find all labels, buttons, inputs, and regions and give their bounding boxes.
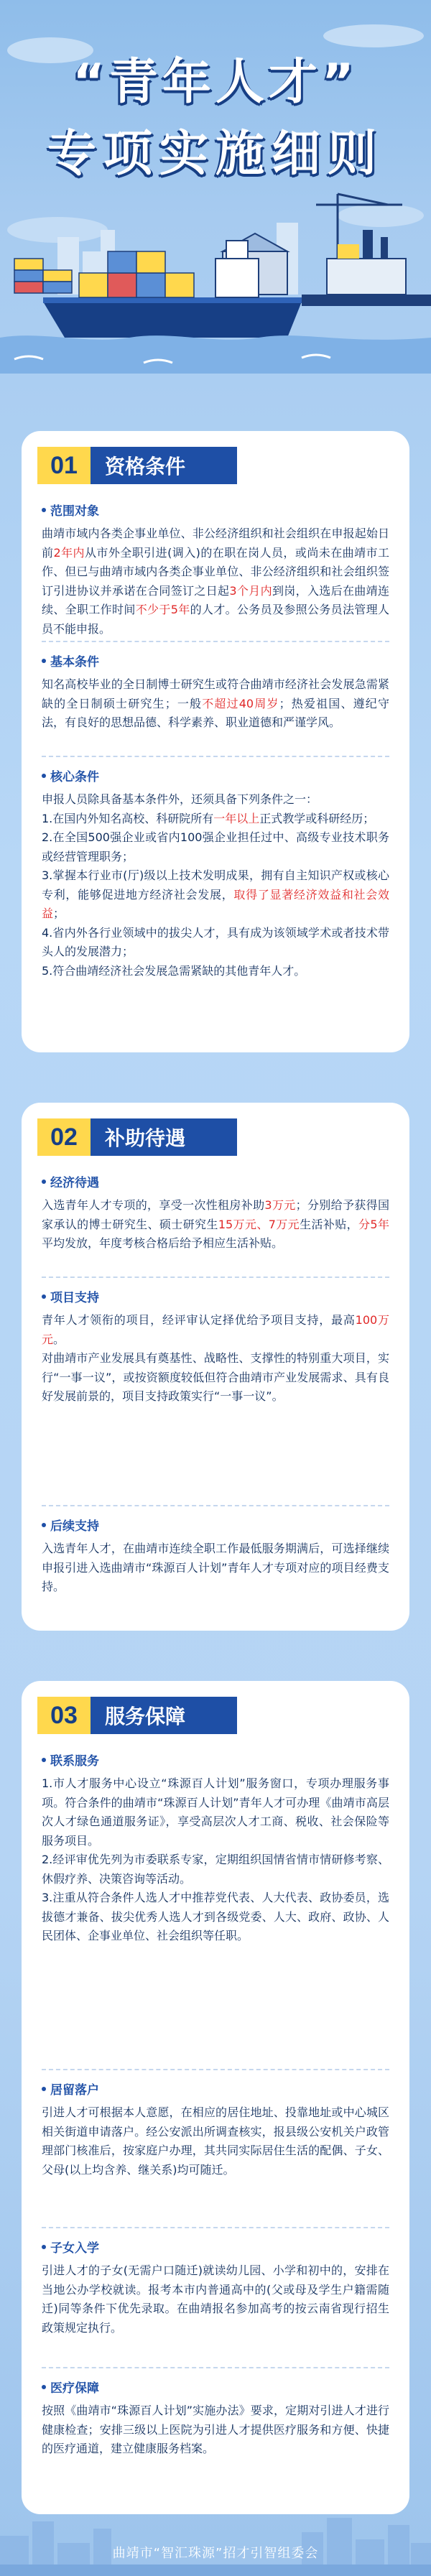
subsection-title: 子女入学 <box>42 2238 389 2256</box>
divider <box>42 641 389 642</box>
section-title: 补助待遇 <box>91 1118 237 1156</box>
section-number: 03 <box>37 1697 91 1734</box>
subsection-basic <box>42 652 389 733</box>
section-title: 服务保障 <box>91 1697 237 1734</box>
section-header <box>37 1697 237 1734</box>
footer-organizer: 曲靖市“智汇珠源”招才引智组委会 <box>112 2546 319 2561</box>
subsection-title: 项目支持 <box>42 1287 389 1305</box>
subsection-project <box>42 1287 389 1407</box>
section-number: 02 <box>37 1118 91 1156</box>
subsection-medical <box>42 2378 389 2459</box>
divider <box>42 1505 389 1506</box>
subsection-title: 居留落户 <box>42 2080 389 2098</box>
section-number: 01 <box>37 447 91 484</box>
subsection-text: 引进人才可根据本人意愿，在相应的居住地址、投靠地址或中心城区相关街道申请落户。经公安派出所调查核实，报县级公安机关户政管理部门核准后，按家庭户办理，其共同实际居住生活的配偶、子女、父母(以上均含养、继关系)均可随迁。 <box>42 2105 389 2177</box>
subsection-text: 青年人才领衔的项目，经评审认定择优给予项目支持，最高100万元。 对曲靖市产业发展具有奠基性、战略性、支撑性的特别重大项目，实行“一事一议”，或按资额度较低但符合曲靖市产业发展需求、具有良好发展前景的，项目支持政策实行“一事一议”。 <box>42 1313 389 1403</box>
subsection-text: 入选青年人才，在曲靖市连续全职工作最低服务期满后，可选择继续申报引进入选曲靖市“珠源百人计划”青年人才专项对应的项目经费支持。 <box>42 1542 389 1593</box>
subsection-title: 经济待遇 <box>42 1172 389 1190</box>
subsection-title: 医疗保障 <box>42 2378 389 2396</box>
subsection-text: 申报人员除具备基本条件外，还须具备下列条件之一： 1.在国内外知名高校、科研院所有一年以上正式教学或科研经历； 2.在全国500强企业或省内100强企业担任过中、高级专业技术职务或经营管理职务； 3.掌握本行业市(厅)级以上技术发明成果，拥有自主知识产权或核心专利，能够促进地方经济社会发展，取得了显著经济效益和社会效益； 4.省内外各行业领域中的拔尖人才，具有成为该领域学术或者技术带头人的发展潜力； 5.符合曲靖经济社会发展急需紧缺的其他青年人才。 <box>42 792 389 978</box>
subsection-economic <box>42 1172 389 1254</box>
divider <box>42 1277 389 1278</box>
subsection-text: 引进人才的子女(无需户口随迁)就读幼儿园、小学和初中的，安排在当地公办学校就读。报考本市内普通高中的(父或母及学生户籍需随迁)同等条件下优先录取。在曲靖报名参加高考的按云南省现行招生政策规定执行。 <box>42 2264 389 2335</box>
subsection-title: 后续支持 <box>42 1516 389 1534</box>
subsection-text: 曲靖市域内各类企事业单位、非公经济组织和社会组织在申报起始日前2年内从市外全职引进(调入)的在职在岗人员，或尚未在曲靖市工作、但已与曲靖市域内各类企事业单位、非公经济组织和社会组织签订引进协议并承诺在合同签订之日起3个月内到岗，入选后在曲靖连续、全职工作时间不少于5年的人才。公务员及参照公务员法管理人员不能申报。 <box>42 527 389 636</box>
divider <box>42 756 389 757</box>
subsection-scope <box>42 501 389 639</box>
hero-title-line1: “青年人才” <box>73 54 358 111</box>
section-card-benefits <box>22 1103 409 1631</box>
section-title: 资格条件 <box>91 447 237 484</box>
subsection-text: 知名高校毕业的全日制博士研究生或符合曲靖市经济社会发展急需紧缺的全日制硕士研究生；一般不超过40周岁；热爱祖国、遵纪守法，有良好的思想品德、科学素养、职业道德和严谨学风。 <box>42 677 389 729</box>
subsection-title: 基本条件 <box>42 652 389 670</box>
subsection-contact <box>42 1751 389 1946</box>
section-card-qualification <box>22 431 409 1052</box>
subsection-title: 核心条件 <box>42 766 389 784</box>
divider <box>42 2227 389 2228</box>
section-header <box>37 447 237 484</box>
subsection-title: 联系服务 <box>42 1751 389 1769</box>
subsection-text: 按照《曲靖市“珠源百人计划”实施办法》要求，定期对引进人才进行健康检查；安排三级以上医院为引进人才提供医疗服务和方便、快捷的医疗通道，建立健康服务档案。 <box>42 2404 389 2455</box>
subsection-text: 入选青年人才专项的，享受一次性租房补助3万元；分别给予获得国家承认的博士研究生、硕士研究生15万元、7万元生活补贴，分5年平均发放，年度考核合格后给予相应生活补贴。 <box>42 1198 389 1250</box>
bottom-skyline <box>0 2507 431 2576</box>
divider <box>42 2367 389 2368</box>
section-header <box>37 1118 237 1156</box>
divider <box>42 2069 389 2070</box>
hero-banner <box>0 0 431 467</box>
hero-title-line2: 专项实施细则 <box>47 126 384 182</box>
subsection-core <box>42 766 389 981</box>
subsection-residence <box>42 2080 389 2179</box>
subsection-text: 1.市人才服务中心设立“珠源百人计划”服务窗口，专项办理服务事项。符合条件的曲靖市“珠源百人计划”青年人才可办理《曲靖市高层次人才绿色通道服务证》，享受高层次人才工商、税收、社会保险等服务项目。 2.经评审优先列为市委联系专家，定期组织国情省情市情研修考察、休假疗养、决策咨询等活动。 3.注重从符合条件人选人才中推荐党代表、人大代表、政协委员，选拔德才兼备、拔尖优秀人选人才到各级党委、人大、政府、政协、人民团体、企事业单位、社会组织等任职。 <box>42 1776 389 1942</box>
subsection-education <box>42 2238 389 2338</box>
subsection-followup <box>42 1516 389 1597</box>
subsection-title: 范围对象 <box>42 501 389 519</box>
section-card-services <box>22 1681 409 2514</box>
